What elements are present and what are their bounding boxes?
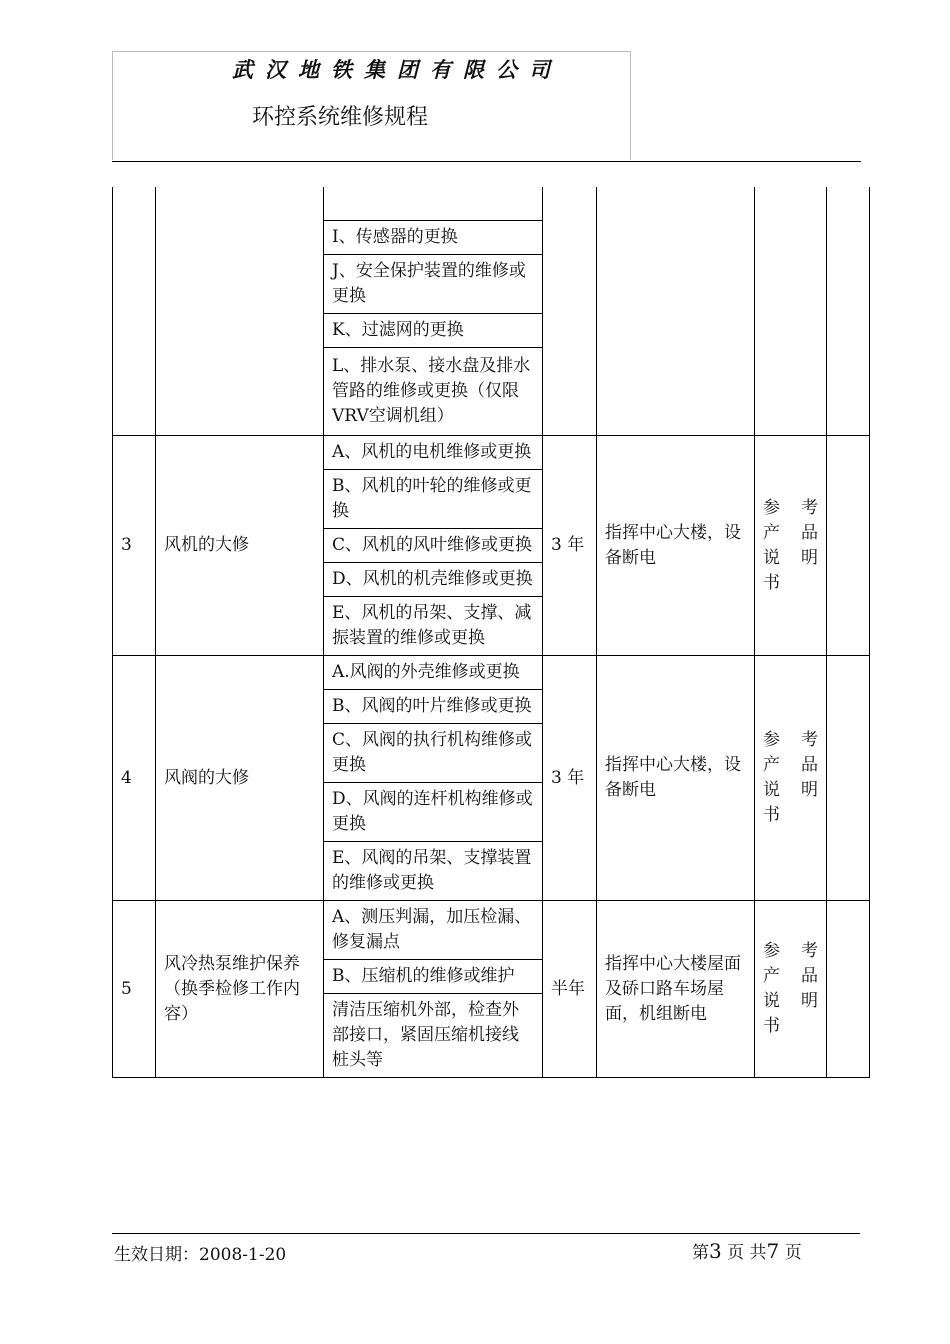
row-number: 5 xyxy=(113,901,156,1078)
item-cell: A.风阀的外壳维修或更换 xyxy=(324,656,543,690)
row-number: 3 xyxy=(113,436,156,656)
reference-char: 书 xyxy=(763,805,780,825)
item-cell: A、测压判漏，加压检漏、修复漏点 xyxy=(324,901,543,960)
row-location: 指挥中心大楼，设备断电 xyxy=(597,436,755,656)
reference-char: 产 xyxy=(763,755,780,775)
item-cell: C、风阀的执行机构维修或更换 xyxy=(324,724,543,783)
item-cell: K、过滤网的更换 xyxy=(324,314,543,348)
reference-char: 产 xyxy=(763,522,780,543)
page-number xyxy=(692,1238,802,1263)
row-cycle: 半年 xyxy=(543,901,597,1078)
cell-name xyxy=(156,187,324,436)
table-row xyxy=(113,436,870,470)
reference-char: 品 xyxy=(801,966,818,986)
item-cell: L、排水泵、接水盘及排水管路的维修或更换（仅限VRV空调机组） xyxy=(324,348,543,436)
reference-char: 考 xyxy=(801,941,818,961)
maintenance-table xyxy=(112,187,870,1078)
reference-text xyxy=(763,939,818,1039)
row-cycle: 3 年 xyxy=(543,436,597,656)
reference-char: 考 xyxy=(801,730,818,750)
page-total: 7 xyxy=(766,1239,780,1263)
cell-remark xyxy=(827,187,870,436)
page-mid: 页 共 xyxy=(727,1243,767,1263)
row-name: 风冷热泵维护保养（换季检修工作内容） xyxy=(156,901,324,1078)
item-cell: B、风阀的叶片维修或更换 xyxy=(324,690,543,724)
reference-char: 参 xyxy=(763,497,780,518)
row-cycle: 3 年 xyxy=(543,656,597,901)
reference-char: 明 xyxy=(801,991,818,1011)
row-location: 指挥中心大楼屋面及硚口路车场屋面，机组断电 xyxy=(597,901,755,1078)
item-cell: B、压缩机的维修或维护 xyxy=(324,960,543,994)
document-title: 环控系统维修规程 xyxy=(252,105,429,130)
table-row xyxy=(113,901,870,960)
row-reference xyxy=(755,656,827,901)
continued-row xyxy=(113,187,870,221)
cell-cycle xyxy=(543,187,597,436)
row-number: 4 xyxy=(113,656,156,901)
item-cell: A、风机的电机维修或更换 xyxy=(324,436,543,470)
reference-char: 参 xyxy=(763,941,780,961)
item-cell: E、风机的吊架、支撑、减振装置的维修或更换 xyxy=(324,597,543,656)
item-cell: C、风机的风叶维修或更换 xyxy=(324,529,543,563)
reference-text xyxy=(763,728,818,828)
row-remark xyxy=(827,436,870,656)
reference-char: 明 xyxy=(801,780,818,800)
item-cell: E、风阀的吊架、支撑装置的维修或更换 xyxy=(324,842,543,901)
effective-date: 生效日期：2008-1-20 xyxy=(114,1245,287,1265)
reference-char: 产 xyxy=(763,966,780,986)
footer-rule xyxy=(112,1233,860,1234)
item-cell: D、风阀的连杆机构维修或更换 xyxy=(324,783,543,842)
cell-location xyxy=(597,187,755,436)
item-cell: D、风机的机壳维修或更换 xyxy=(324,563,543,597)
page-current: 3 xyxy=(709,1239,722,1263)
header-rule xyxy=(112,161,861,162)
cell-no xyxy=(113,187,156,436)
table-row xyxy=(113,656,870,690)
reference-char: 书 xyxy=(763,572,780,593)
reference-text xyxy=(763,496,818,596)
page-prefix: 第 xyxy=(692,1243,709,1263)
reference-char: 考 xyxy=(801,497,818,518)
reference-char: 说 xyxy=(763,991,780,1011)
company-name: 武汉地铁集团有限公司 xyxy=(232,57,562,82)
item-cell: J、安全保护装置的维修或更换 xyxy=(324,255,543,314)
row-name: 风机的大修 xyxy=(156,436,324,656)
row-location: 指挥中心大楼，设备断电 xyxy=(597,656,755,901)
item-cell: B、风机的叶轮的维修或更换 xyxy=(324,470,543,529)
row-remark xyxy=(827,901,870,1078)
item-cell: I、传感器的更换 xyxy=(324,221,543,255)
item-cell xyxy=(324,187,543,221)
row-reference xyxy=(755,901,827,1078)
row-reference xyxy=(755,436,827,656)
page-suffix: 页 xyxy=(784,1243,802,1263)
row-remark xyxy=(827,656,870,901)
item-cell: 清洁压缩机外部，检查外部接口，紧固压缩机接线桩头等 xyxy=(324,994,543,1078)
reference-char: 明 xyxy=(801,547,818,568)
cell-reference xyxy=(755,187,827,436)
reference-char: 参 xyxy=(763,730,780,750)
reference-char: 品 xyxy=(801,522,818,543)
row-name: 风阀的大修 xyxy=(156,656,324,901)
reference-char: 品 xyxy=(801,755,818,775)
reference-char: 书 xyxy=(763,1016,780,1036)
reference-char: 说 xyxy=(763,780,780,800)
reference-char: 说 xyxy=(763,547,780,568)
